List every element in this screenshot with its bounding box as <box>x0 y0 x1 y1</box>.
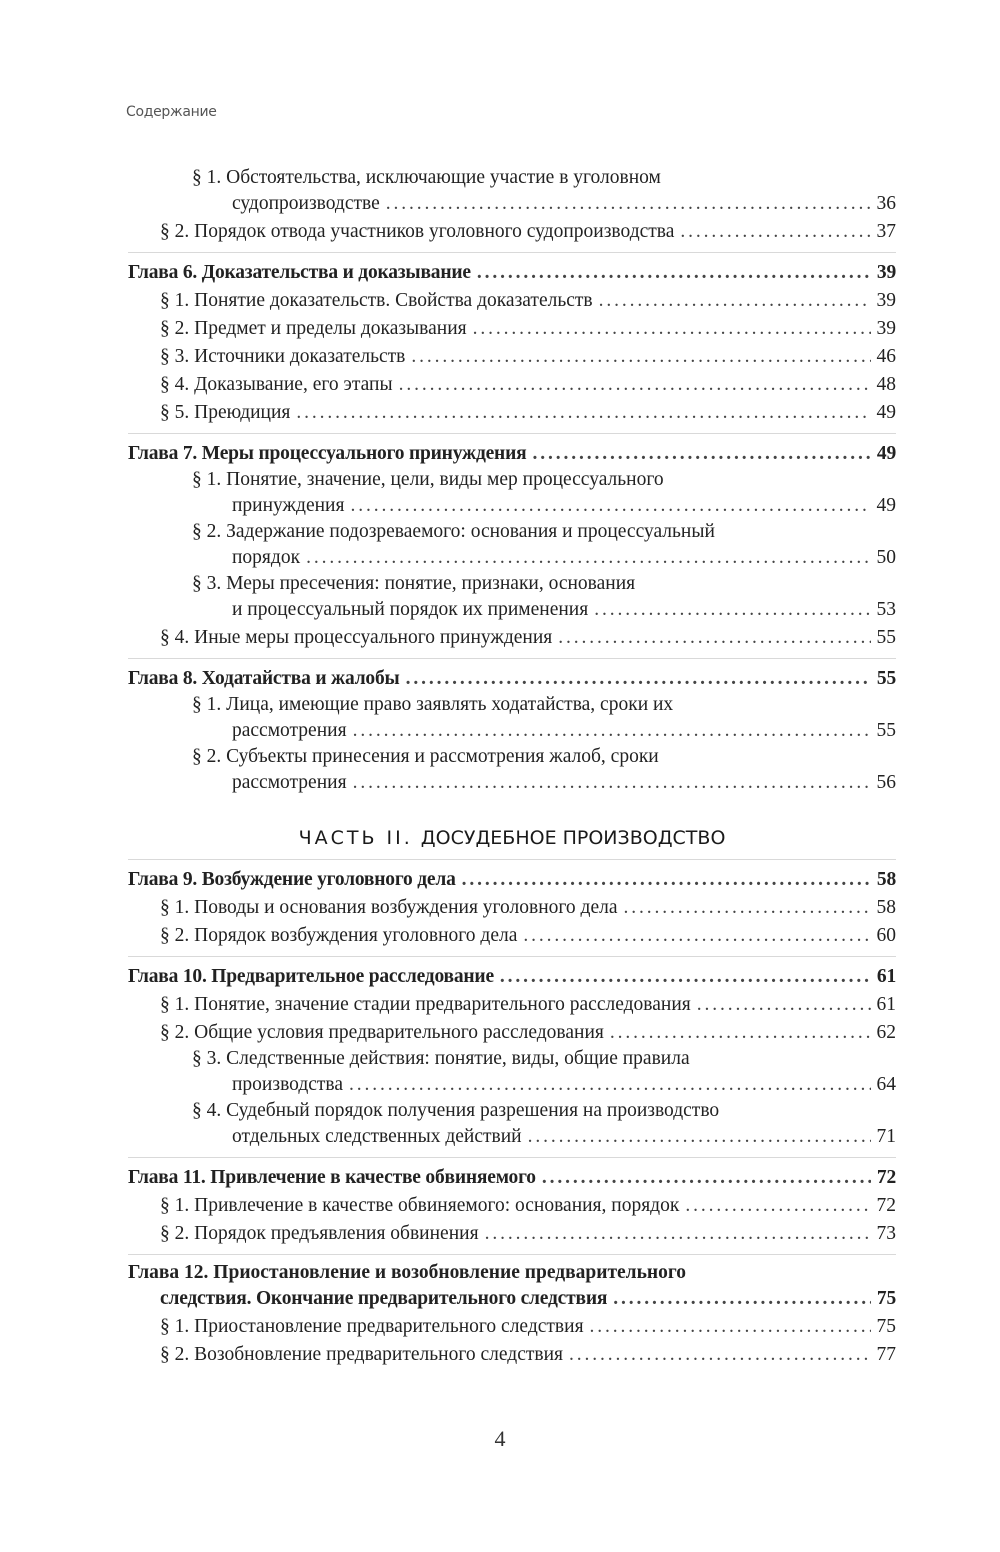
toc-chapter-12 <box>128 1254 896 1369</box>
leader-dots <box>569 1341 871 1369</box>
page-ref: 55 <box>876 720 896 741</box>
leader-dots <box>624 894 871 922</box>
toc-section[interactable] <box>160 991 896 1019</box>
leader-dots <box>590 1313 871 1341</box>
page-ref: 71 <box>876 1126 896 1147</box>
toc-section[interactable] <box>160 315 896 343</box>
toc-section[interactable] <box>128 745 896 797</box>
page-ref: 72 <box>876 1167 896 1188</box>
toc-section[interactable] <box>128 1099 896 1151</box>
leader-dots <box>523 922 870 950</box>
page-ref: 62 <box>876 1022 896 1043</box>
toc-section[interactable] <box>128 572 896 624</box>
page-ref: 39 <box>876 318 896 339</box>
toc-section[interactable] <box>128 468 896 520</box>
page-ref: 58 <box>876 869 896 890</box>
toc-section-title: § 3. Следственные действия: понятие, виды, общие правила <box>192 1048 690 1069</box>
toc-section-title: § 2. Порядок отвода участников уголовного судопроизводства <box>160 221 675 242</box>
toc-section-title: § 1. Понятие, значение стадии предварительного расследования <box>160 994 691 1015</box>
toc-section-title: § 3. Меры пресечения: понятие, признаки, основания <box>192 573 636 594</box>
leader-dots <box>296 399 870 427</box>
leader-dots <box>386 190 871 218</box>
toc-section-title-cont: рассмотрения <box>232 772 347 793</box>
page-ref: 39 <box>876 290 896 311</box>
chapter-title-text: Глава 11. Привлечение в качестве обвиняемого <box>128 1167 536 1188</box>
toc-section[interactable] <box>128 218 896 246</box>
toc-section-title-cont: рассмотрения <box>232 720 347 741</box>
leader-dots <box>697 991 871 1019</box>
page-ref: 50 <box>876 547 896 568</box>
toc-chapter-title[interactable] <box>128 665 896 693</box>
leader-dots <box>462 866 871 894</box>
leader-dots <box>477 259 871 287</box>
leader-dots <box>610 1019 871 1047</box>
toc-section[interactable] <box>128 166 896 218</box>
page-ref: 37 <box>876 221 896 242</box>
toc-chapter-8 <box>128 658 896 797</box>
page-ref: 56 <box>876 772 896 793</box>
leader-dots <box>399 371 871 399</box>
toc-section[interactable] <box>160 371 896 399</box>
page-ref: 46 <box>876 346 896 367</box>
leader-dots <box>353 769 871 797</box>
page-ref: 58 <box>876 897 896 918</box>
toc-section[interactable] <box>160 1019 896 1047</box>
page-ref: 75 <box>876 1288 896 1309</box>
part-title: ДОСУДЕБНОЕ ПРОИЗВОДСТВО <box>420 827 726 849</box>
toc-chapter-title[interactable] <box>128 963 896 991</box>
toc-chapter-title[interactable] <box>128 259 896 287</box>
toc-section[interactable] <box>160 1220 896 1248</box>
part-number: ЧАСТЬ II. <box>298 827 413 849</box>
toc-section[interactable] <box>160 624 896 652</box>
page-ref: 75 <box>876 1316 896 1337</box>
page-ref: 39 <box>876 262 896 283</box>
leader-dots <box>500 963 871 991</box>
page-ref: 36 <box>876 193 896 214</box>
toc-section[interactable] <box>160 1313 896 1341</box>
leader-dots <box>353 717 871 745</box>
toc-section-title-cont: производства <box>232 1074 344 1095</box>
toc-section[interactable] <box>160 894 896 922</box>
toc-chapter-11 <box>128 1157 896 1248</box>
toc-section-title: § 1. Обстоятельства, исключающие участие в уголовном <box>192 167 661 188</box>
toc-section[interactable] <box>128 693 896 745</box>
leader-dots <box>532 440 870 468</box>
toc-section-title: § 1. Понятие доказательств. Свойства доказательств <box>160 290 593 311</box>
toc-section-title-cont: и процессуальный порядок их применения <box>232 599 589 620</box>
page-ref: 61 <box>876 966 896 987</box>
toc-chapter-9 <box>128 859 896 950</box>
leader-dots <box>473 315 871 343</box>
page-ref: 49 <box>876 495 896 516</box>
leader-dots <box>349 1071 870 1099</box>
toc-section-title: § 2. Общие условия предварительного расследования <box>160 1022 604 1043</box>
page-ref: 53 <box>876 599 896 620</box>
toc-section[interactable] <box>160 922 896 950</box>
page-ref: 55 <box>876 668 896 689</box>
table-of-contents <box>128 166 896 1369</box>
toc-chapter-6 <box>128 252 896 427</box>
toc-section-title: § 1. Приостановление предварительного следствия <box>160 1316 584 1337</box>
toc-section-title: § 4. Доказывание, его этапы <box>160 374 393 395</box>
part-heading <box>128 827 896 849</box>
toc-section-title-cont: судопроизводстве <box>232 193 380 214</box>
leader-dots <box>485 1220 871 1248</box>
chapter-title-text: Глава 6. Доказательства и доказывание <box>128 262 471 283</box>
page-ref: 48 <box>876 374 896 395</box>
toc-section-title-cont: принуждения <box>232 495 345 516</box>
leader-dots <box>613 1285 871 1313</box>
toc-section-title: § 4. Иные меры процессуального принуждения <box>160 627 553 648</box>
chapter-title-text: Глава 12. Приостановление и возобновление предварительного <box>128 1262 687 1283</box>
toc-section[interactable] <box>160 1341 896 1369</box>
leader-dots <box>685 1192 870 1220</box>
toc-section-title: § 5. Преюдиция <box>160 402 291 423</box>
toc-section-title: § 1. Понятие, значение, цели, виды мер процессуального <box>192 469 664 490</box>
toc-section[interactable] <box>160 287 896 315</box>
page-ref: 64 <box>876 1074 896 1095</box>
toc-chapter-title[interactable] <box>128 440 896 468</box>
page-ref: 61 <box>876 994 896 1015</box>
toc-section-title: § 1. Поводы и основания возбуждения уголовного дела <box>160 897 618 918</box>
leader-dots <box>680 218 870 246</box>
page-ref: 49 <box>876 402 896 423</box>
chapter-title-text: Глава 9. Возбуждение уголовного дела <box>128 869 456 890</box>
page-ref: 73 <box>876 1223 896 1244</box>
leader-dots <box>528 1123 871 1151</box>
toc-section-title: § 2. Порядок возбуждения уголовного дела <box>160 925 518 946</box>
toc-section[interactable] <box>160 399 896 427</box>
page-ref: 49 <box>876 443 896 464</box>
leader-dots <box>542 1164 871 1192</box>
toc-chapter-10 <box>128 956 896 1151</box>
leader-dots <box>306 544 870 572</box>
chapter-title-text: Глава 10. Предварительное расследование <box>128 966 494 987</box>
toc-section-title: § 1. Привлечение в качестве обвиняемого: основания, порядок <box>160 1195 680 1216</box>
toc-section-title: § 2. Задержание подозреваемого: основания и процессуальный <box>192 521 715 542</box>
toc-section-title: § 2. Возобновление предварительного следствия <box>160 1344 563 1365</box>
leader-dots <box>594 596 870 624</box>
toc-section[interactable] <box>128 1047 896 1099</box>
toc-section[interactable] <box>160 1192 896 1220</box>
page-ref: 72 <box>876 1195 896 1216</box>
page-number: 4 <box>494 1426 506 1451</box>
chapter-title-text: Глава 8. Ходатайства и жалобы <box>128 668 400 689</box>
toc-section[interactable] <box>128 520 896 572</box>
running-head: Содержание <box>126 104 217 120</box>
toc-section-title: § 1. Лица, имеющие право заявлять ходатайства, сроки их <box>192 694 674 715</box>
toc-chapter-7 <box>128 433 896 652</box>
toc-chapter-title[interactable] <box>128 1164 896 1192</box>
leader-dots <box>406 665 871 693</box>
chapter-title-text: Глава 7. Меры процессуального принуждения <box>128 443 527 464</box>
toc-section-title: § 2. Субъекты принесения и рассмотрения жалоб, сроки <box>192 746 659 767</box>
chapter-title-cont: следствия. Окончание предварительного следствия <box>160 1288 608 1309</box>
toc-chapter-title[interactable] <box>128 1261 896 1313</box>
leader-dots <box>411 343 870 371</box>
toc-section-title: § 4. Судебный порядок получения разрешения на производство <box>192 1100 720 1121</box>
page-ref: 77 <box>876 1344 896 1365</box>
leader-dots <box>558 624 870 652</box>
page-ref: 60 <box>876 925 896 946</box>
toc-section-title: § 3. Источники доказательств <box>160 346 406 367</box>
leader-dots <box>599 287 871 315</box>
page-ref: 55 <box>876 627 896 648</box>
toc-section-title-cont: отдельных следственных действий <box>232 1126 522 1147</box>
toc-section-title: § 2. Порядок предъявления обвинения <box>160 1223 479 1244</box>
toc-section[interactable] <box>160 343 896 371</box>
toc-chapter-title[interactable] <box>128 866 896 894</box>
toc-section-title-cont: порядок <box>232 547 301 568</box>
toc-section-title: § 2. Предмет и пределы доказывания <box>160 318 467 339</box>
leader-dots <box>350 492 870 520</box>
